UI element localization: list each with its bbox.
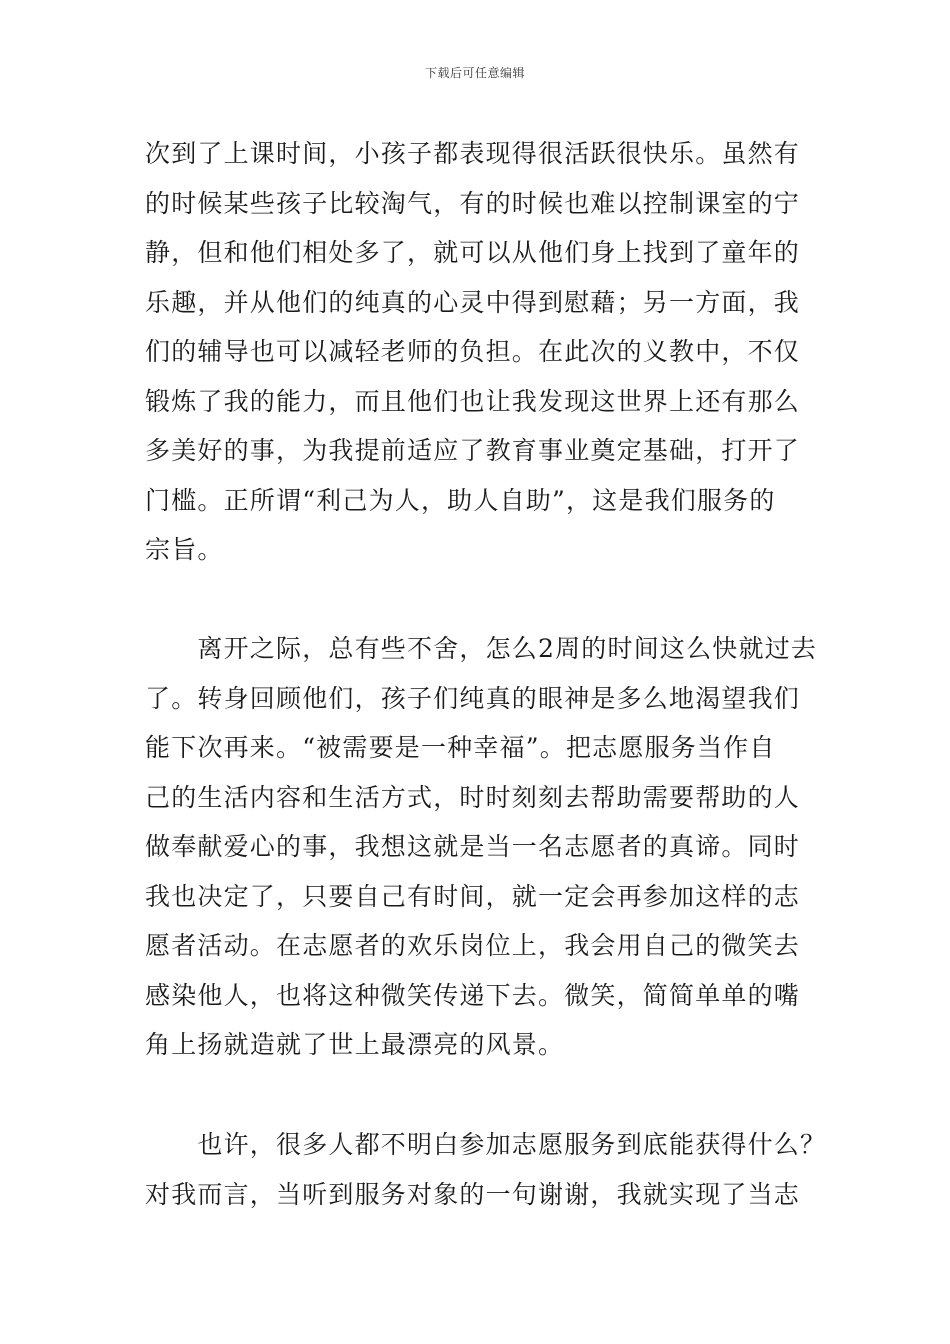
text-line: 对我而言，当听到服务对象的一句谢谢，我就实现了当志 (145, 1179, 801, 1209)
text-line: 我也决定了，只要自己有时间，就一定会再参加这样的志 (145, 881, 801, 911)
text-line: 多美好的事，为我提前适应了教育事业奠定基础，打开了 (145, 436, 801, 465)
paragraph-2 (145, 624, 818, 1070)
text-line: 门槛。正所谓“利己为人，助人自助”，这是我们服务的 (145, 485, 776, 515)
page-header-note: 下载后可任意编辑 (424, 66, 525, 80)
text-line: 己的生活内容和生活方式，时时刻刻去帮助需要帮助的人 (145, 782, 801, 812)
text-line: 了。转身回顾他们，孩子们纯真的眼神是多么地渴望我们 (145, 683, 801, 713)
text-line: 愿者活动。在志愿者的欢乐岗位上，我会用自己的微笑去 (145, 931, 801, 960)
text-line: 做奉献爱心的事，我想这就是当一名志愿者的真谛。同时 (145, 832, 801, 861)
text-line: 锻炼了我的能力，而且他们也让我发现这世界上还有那么 (145, 386, 801, 416)
text-line: 离开之际，总有些不舍，怎么2周的时间这么快就过去 (145, 634, 818, 663)
text-line: 静，但和他们相处多了，就可以从他们身上找到了童年的 (145, 238, 801, 267)
paragraph-1 (145, 129, 810, 575)
text-line: 角上扬就造就了世上最漂亮的风景。 (145, 1030, 565, 1059)
text-line: 宗旨。 (145, 535, 224, 564)
text-line: 们的辅导也可以减轻老师的负担。在此次的义教中，不仅 (145, 337, 801, 366)
text-line: 感染他人，也将这种微笑传递下去。微笑，简简单单的嘴 (145, 980, 801, 1010)
text-line: 次到了上课时间，小孩子都表现得很活跃很快乐。虽然有 (145, 139, 801, 168)
text-line: 的时候某些孩子比较淘气，有的时候也难以控制课室的宁 (145, 188, 801, 218)
paragraph-3 (145, 1120, 827, 1219)
text-line: 也许，很多人都不明白参加志愿服务到底能获得什么？ (145, 1130, 827, 1159)
text-line: 乐趣，并从他们的纯真的心灵中得到慰藉；另一方面，我 (145, 287, 801, 317)
text-line: 能下次再来。“被需要是一种幸福”。把志愿服务当作自 (145, 733, 776, 762)
